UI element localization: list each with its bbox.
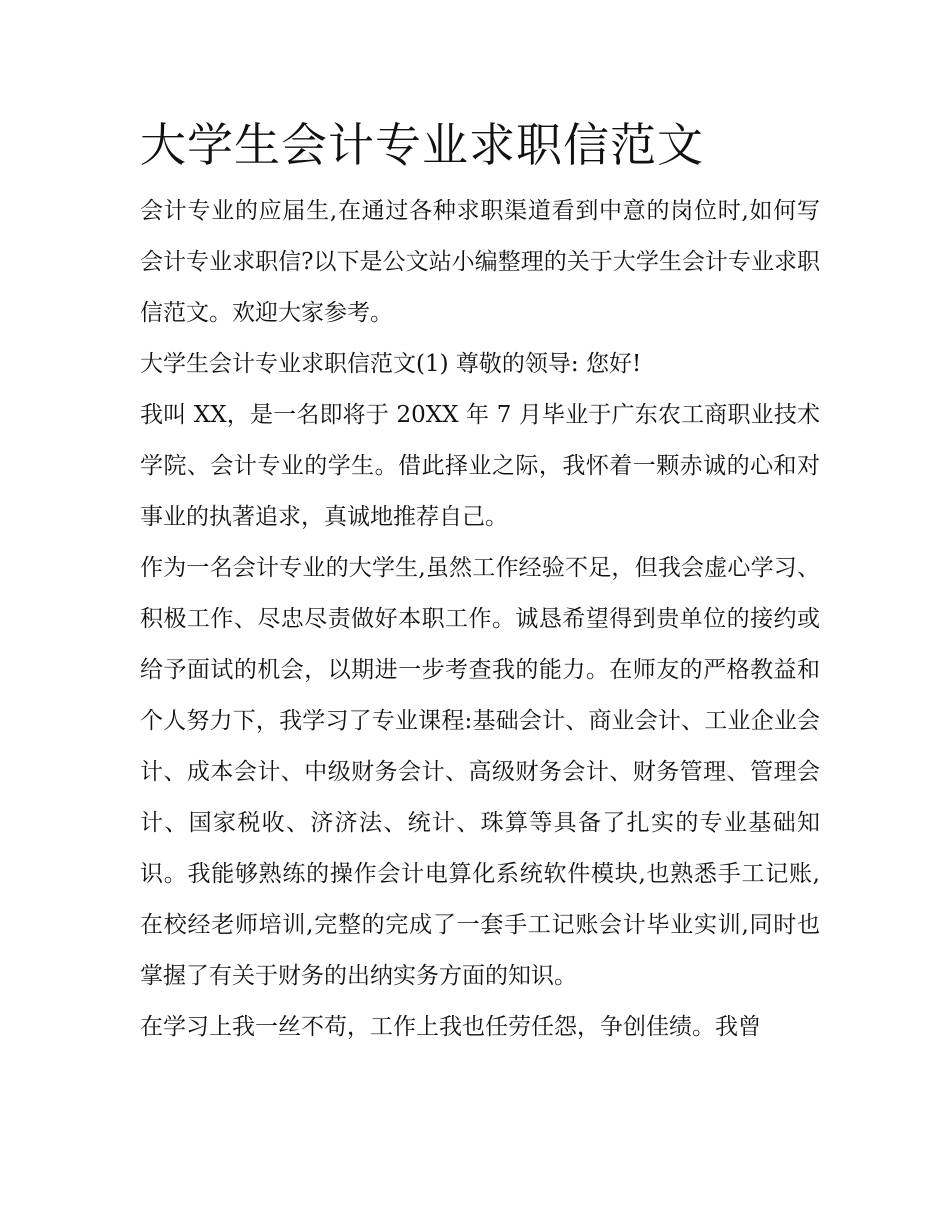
paragraph-education: 作为一名会计专业的大学生,虽然工作经验不足，但我会虚心学习、积极工作、尽忠尽责做好本职工作。诚恳希望得到贵单位的接约或给予面试的机会，以期进一步考查我的能力。在师友的严格教益和个人努力下，我学习了专业课程:基础会计、商业会计、工业企业会计、成本会计、中级财务会计、高级财务会计、财务管理、管理会计、国家税收、济济法、统计、珠算等具备了扎实的专业基础知识。我能够熟练的操作会计电算化系统软件模块,也熟悉手工记账,在校经老师培训,完整的完成了一套手工记账会计毕业实训,同时也掌握了有关于财务的出纳实务方面的知识。	[140, 555, 820, 989]
paragraph-work-attitude: 在学习上我一丝不苟，工作上我也任劳任怨，争创佳绩。我曾	[140, 1014, 761, 1040]
document-title: 大学生会计专业求职信范文	[140, 118, 704, 172]
paragraph-salutation: 大学生会计专业求职信范文(1) 尊敬的领导: 您好!	[140, 351, 642, 377]
paragraph-self-introduction: 我叫 XX，是一名即将于 20XX 年 7 月毕业于广东农工商职业技术学院、会计专业的学生。借此择业之际，我怀着一颗赤诚的心和对事业的执著追求，真诚地推荐自己。	[140, 402, 820, 530]
document-page	[140, 110, 820, 1053]
paragraph-intro: 会计专业的应届生,在通过各种求职渠道看到中意的岗位时,如何写会计专业求职信?以下是公文站小编整理的关于大学生会计专业求职信范文。欢迎大家参考。	[140, 198, 820, 326]
